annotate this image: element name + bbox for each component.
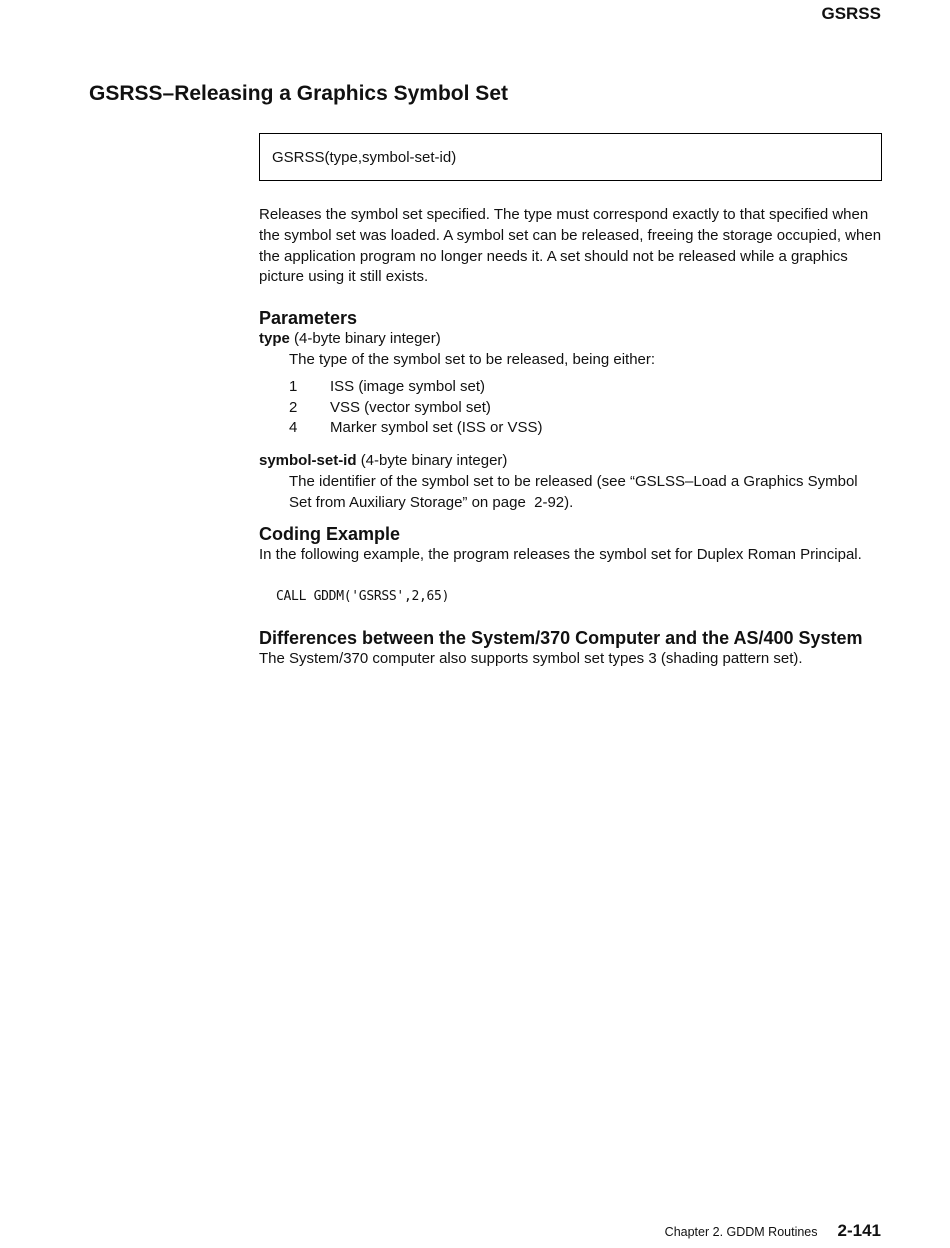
type-options-list	[289, 377, 882, 439]
differences-heading: Differences between the System/370 Computer and the AS/400 System	[259, 628, 863, 649]
coding-example-heading: Coding Example	[259, 523, 401, 544]
list-item-number: 1	[289, 377, 298, 395]
param-symbol-set-id-kind: (4-byte binary integer)	[360, 452, 508, 470]
syntax-text: GSRSS(type,symbol-set-id)	[272, 149, 457, 166]
differences-text: The System/370 computer also supports symbol set types 3 (shading pattern set).	[259, 650, 803, 668]
param-symbol-set-id-term	[259, 451, 882, 472]
code-sample: CALL GDDM('GSRSS',2,65)	[276, 589, 450, 605]
param-type-name: type	[259, 330, 290, 348]
coding-example-text: In the following example, the program releases the symbol set for Duplex Roman Principal.	[259, 545, 862, 563]
param-type-description: The type of the symbol set to be released, being either:	[289, 350, 656, 368]
intro-paragraph: Releases the symbol set specified. The type must correspond exactly to that specified when the symbol set was loaded. A symbol set can be released, freeing the storage occupied, when the application program no longer needs it. A set should not be released while a graphics picture using it still exists.	[259, 206, 882, 286]
list-item-label: VSS (vector symbol set)	[330, 398, 491, 416]
parameters-heading: Parameters	[259, 308, 358, 329]
page-title: GSRSS–Releasing a Graphics Symbol Set	[89, 82, 508, 105]
list-item-number: 4	[289, 419, 298, 437]
list-item-label: ISS (image symbol set)	[330, 377, 486, 395]
running-head: GSRSS	[821, 4, 881, 23]
list-item	[289, 377, 882, 398]
list-item-number: 2	[289, 398, 298, 416]
footer-chapter: Chapter 2. GDDM Routines	[664, 1225, 818, 1239]
list-item	[289, 398, 882, 419]
param-type-term	[259, 329, 882, 350]
page-footer	[665, 1221, 881, 1241]
param-symbol-set-id-description: The identifier of the symbol set to be released (see “GSLSS–Load a Graphics Symbol Set from Auxiliary Storage” on page 2-92).	[289, 472, 858, 511]
param-type-kind: (4-byte binary integer)	[294, 330, 441, 348]
list-item-label: Marker symbol set (ISS or VSS)	[330, 419, 543, 437]
footer-page-number: 2-141	[837, 1221, 881, 1240]
param-symbol-set-id-name: symbol-set-id	[259, 452, 357, 470]
main-content	[259, 133, 882, 670]
list-item	[289, 418, 882, 439]
syntax-box	[259, 133, 882, 181]
